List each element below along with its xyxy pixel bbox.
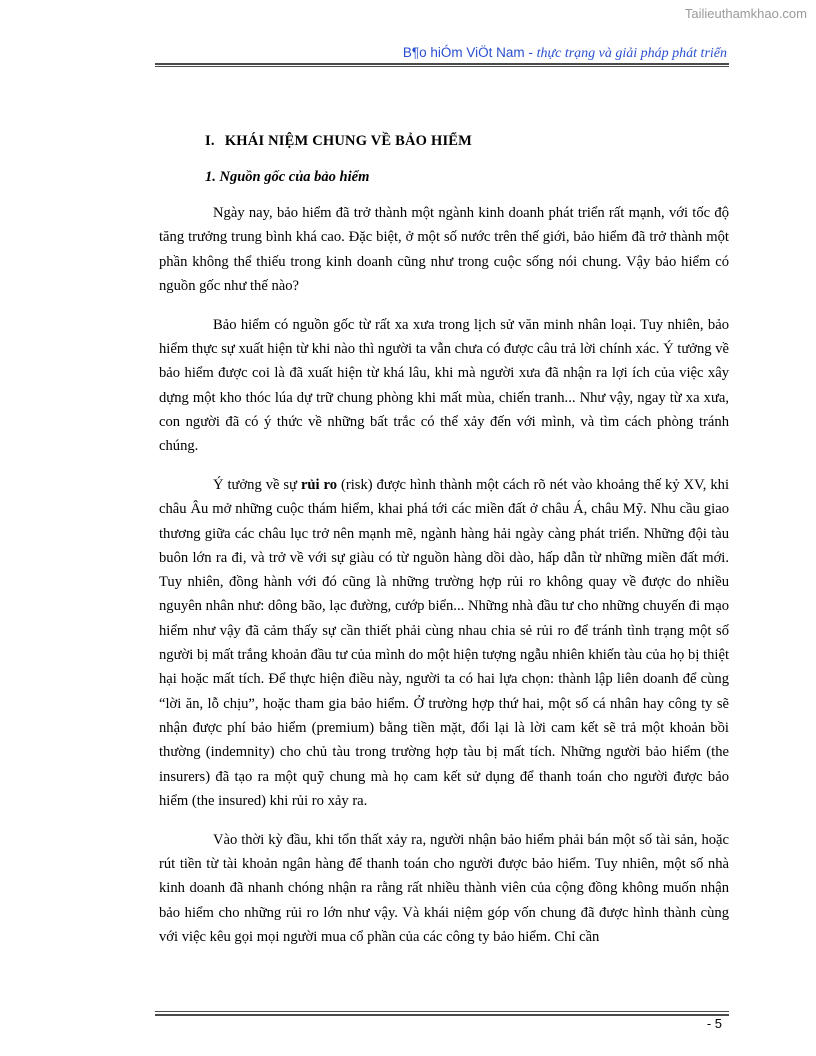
paragraph-text: Ý tưởng về sự bbox=[213, 476, 301, 493]
page-number: - 5 bbox=[706, 1016, 722, 1031]
subsection-heading: 1. Nguồn gốc của bảo hiểm bbox=[205, 169, 370, 185]
paragraph: Bảo hiểm có nguồn gốc từ rất xa xưa trong lịch sử văn minh nhân loại. Tuy nhiên, bảo hiểm thực sự xuất hiện từ khi nào thì người ta vẫn chưa có được câu trả lời chính xác. Ý tưởng về bảo hiểm được coi là đã xuất hiện từ khá lâu, khi mà người xưa đã nhận ra lợi ích của việc xây dựng một kho thóc lúa dự trữ chung phòng khi mất mùa, chiến tranh... Như vậy, ngay từ xa xưa, con người đã có ý thức về những bất trắc có thể xảy đến với mình, và tìm cách phòng tránh chúng. bbox=[159, 316, 729, 455]
footer-rule bbox=[155, 1014, 729, 1016]
header-rule-thin bbox=[155, 66, 729, 67]
bold-term: rủi ro bbox=[300, 476, 338, 493]
paragraph-text: (risk) được hình thành một cách rõ nét vào khoảng thế kỷ XV, khi châu Âu mở những cuộc thám hiểm, khai phá tới các miền đất ở châu Á, châu Mỹ. Nhu cầu giao thương giữa các châu lục trở nên mạnh mẽ, ngành hàng hải ngày càng phát triển. Những đội tàu buôn lớn ra đi, và trở về với sự giàu có từ nguồn hàng dồi dào, hấp dẫn từ những miền đất mới. Tuy nhiên, đồng hành với đó cũng là những trường hợp rủi ro không quay về được do nhiều nguyên nhân như: dông bão, lạc đường, cướp biển... Những nhà đầu tư cho những chuyến đi mạo hiểm như vậy đã cảm thấy sự cần thiết phải cùng nhau chia sẻ rủi ro để tránh tình trạng một số người bị mất trắng khoản đầu tư của mình do một hiện tượng ngẫu nhiên khiến tàu của họ bị thiệt hại hoặc mất tích. Để thực hiện điều này, người ta có hai lựa chọn: thành lập liên doanh để cùng “lời ăn, lỗ chịu”, hoặc tham gia bảo hiểm. Ở trường hợp thứ hai, một số cá nhân hay công ty sẽ nhận được phí bảo hiểm (premium) bằng tiền mặt, đổi lại là lời cam kết sẽ trả một khoản bồi thường (indemnity) cho chủ tàu trong trường hợp tàu bị mất tích. Những người bảo hiểm (the insurers) đã tạo ra một quỹ chung mà họ cam kết sử dụng để thanh toán cho người được bảo hiểm (the insured) khi rủi ro xảy ra. bbox=[159, 476, 729, 809]
watermark-text: Tailieuthamkhao.com bbox=[684, 6, 807, 21]
paragraph bbox=[159, 473, 729, 813]
body-text bbox=[159, 201, 729, 964]
section-heading bbox=[205, 133, 472, 150]
header-rule bbox=[155, 63, 729, 65]
header-title: B¶o hiÓm ViÖt Nam - bbox=[402, 45, 537, 60]
section-number: I. bbox=[205, 133, 215, 149]
page-header bbox=[403, 45, 727, 62]
footer-rule-thin bbox=[155, 1011, 729, 1012]
section-title: KHÁI NIỆM CHUNG VỀ BẢO HIỂM bbox=[224, 133, 473, 149]
paragraph: Ngày nay, bảo hiểm đã trở thành một ngành kinh doanh phát triển rất mạnh, với tốc độ tăng trưởng trung bình khá cao. Đặc biệt, ở một số nước trên thế giới, bảo hiểm đã trở thành một phần không thể thiếu trong kinh doanh cũng như trong cuộc sống nói chung. Vậy bảo hiểm có nguồn gốc như thế nào? bbox=[159, 205, 729, 294]
header-subtitle: thực trạng và giải pháp phát triển bbox=[536, 46, 727, 61]
paragraph: Vào thời kỳ đầu, khi tổn thất xảy ra, người nhận bảo hiểm phải bán một số tài sản, hoặc rút tiền từ tài khoản ngân hàng để thanh toán cho người được bảo hiểm. Tuy nhiên, một số nhà kinh doanh đã nhanh chóng nhận ra rằng rất nhiều thành viên của cộng đồng không muốn nhận bảo hiểm cho những rủi ro lớn như vậy. Và khái niệm góp vốn chung đã được hình thành cùng với việc kêu gọi mọi người mua cổ phần của các công ty bảo hiểm. Chỉ cần bbox=[159, 831, 729, 945]
